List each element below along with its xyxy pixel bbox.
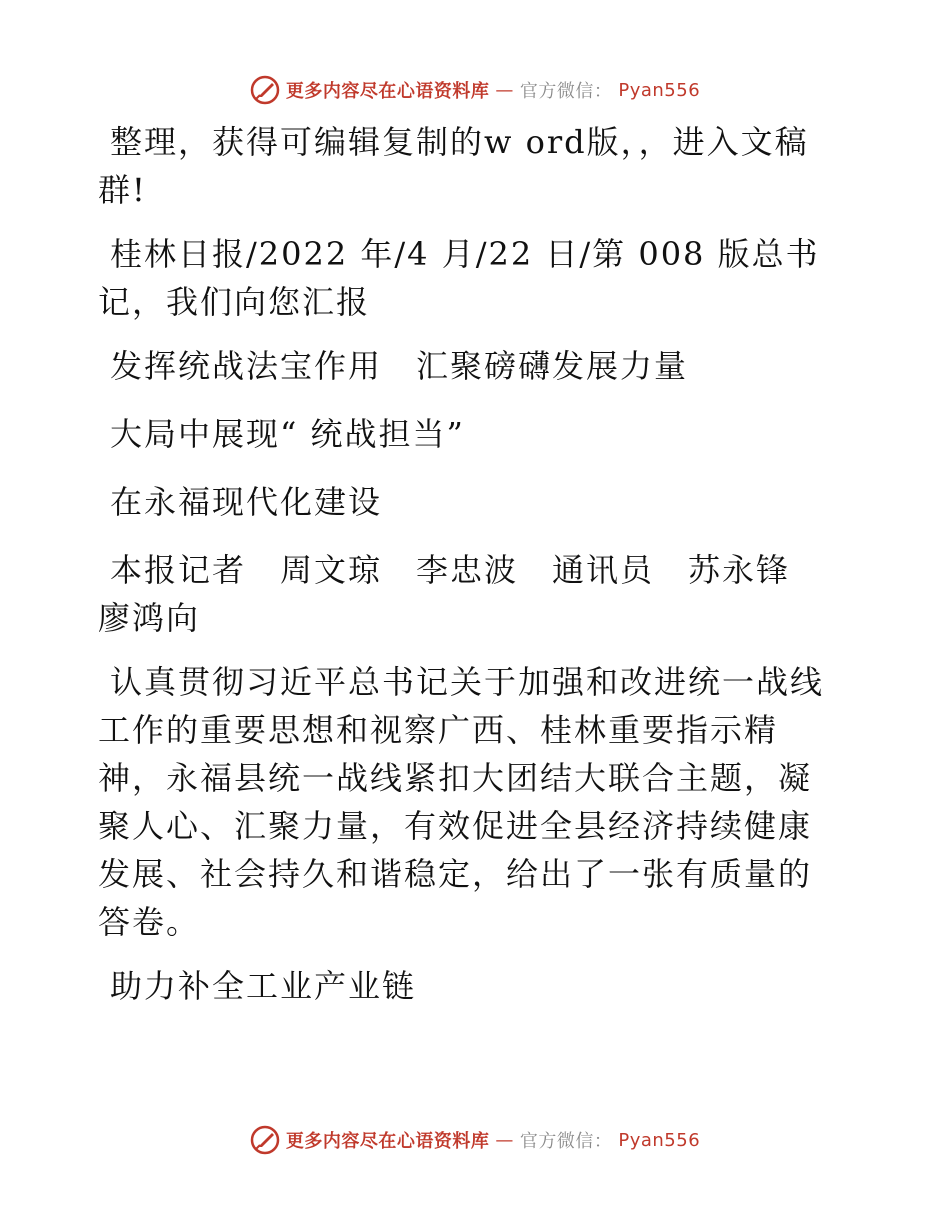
quill-seal-icon (250, 1125, 280, 1155)
header-banner (0, 70, 950, 110)
paragraph: 助力补全工业产业链 (110, 967, 417, 1005)
banner-wechat-label: 官方微信： (519, 1131, 613, 1152)
paragraph: 本报记者 周文琼 李忠波 通讯员 苏永锋 廖鸿向 (98, 551, 825, 637)
banner-title: 更多内容尽在心语资料库 (285, 1131, 490, 1152)
document-body (98, 118, 838, 1026)
banner-wechat-id: Pyan556 (618, 79, 701, 101)
banner-dash: — (495, 79, 514, 101)
quill-seal-icon (250, 75, 280, 105)
paragraph: 桂林日报/2022 年/4 月/22 日/第 008 版总书记，我们向您汇报 (98, 235, 820, 321)
paragraph: 整理，获得可编辑复制的w ord版，，进入文稿群! (98, 123, 809, 209)
paragraph: 发挥统战法宝作用 汇聚磅礴发展力量 (110, 347, 689, 385)
footer-banner (0, 1120, 950, 1160)
banner-title: 更多内容尽在心语资料库 (285, 81, 490, 102)
paragraph: 认真贯彻习近平总书记关于加强和改进统一战线工作的重要思想和视察广西、桂林重要指示精神，永福县统一战线紧扣大团结大联合主题，凝聚人心、汇聚力量，有效促进全县经济持续健康发展、社会持久和谐稳定，给出了一张有质量的答卷。 (98, 663, 825, 941)
banner-dash: — (495, 1129, 514, 1151)
banner-wechat-label: 官方微信： (519, 81, 613, 102)
banner-content (250, 75, 700, 105)
paragraph: 大局中展现“ 统战担当” (110, 415, 465, 453)
banner-wechat-id: Pyan556 (618, 1129, 701, 1151)
banner-content (250, 1125, 700, 1155)
paragraph: 在永福现代化建设 (110, 483, 383, 521)
